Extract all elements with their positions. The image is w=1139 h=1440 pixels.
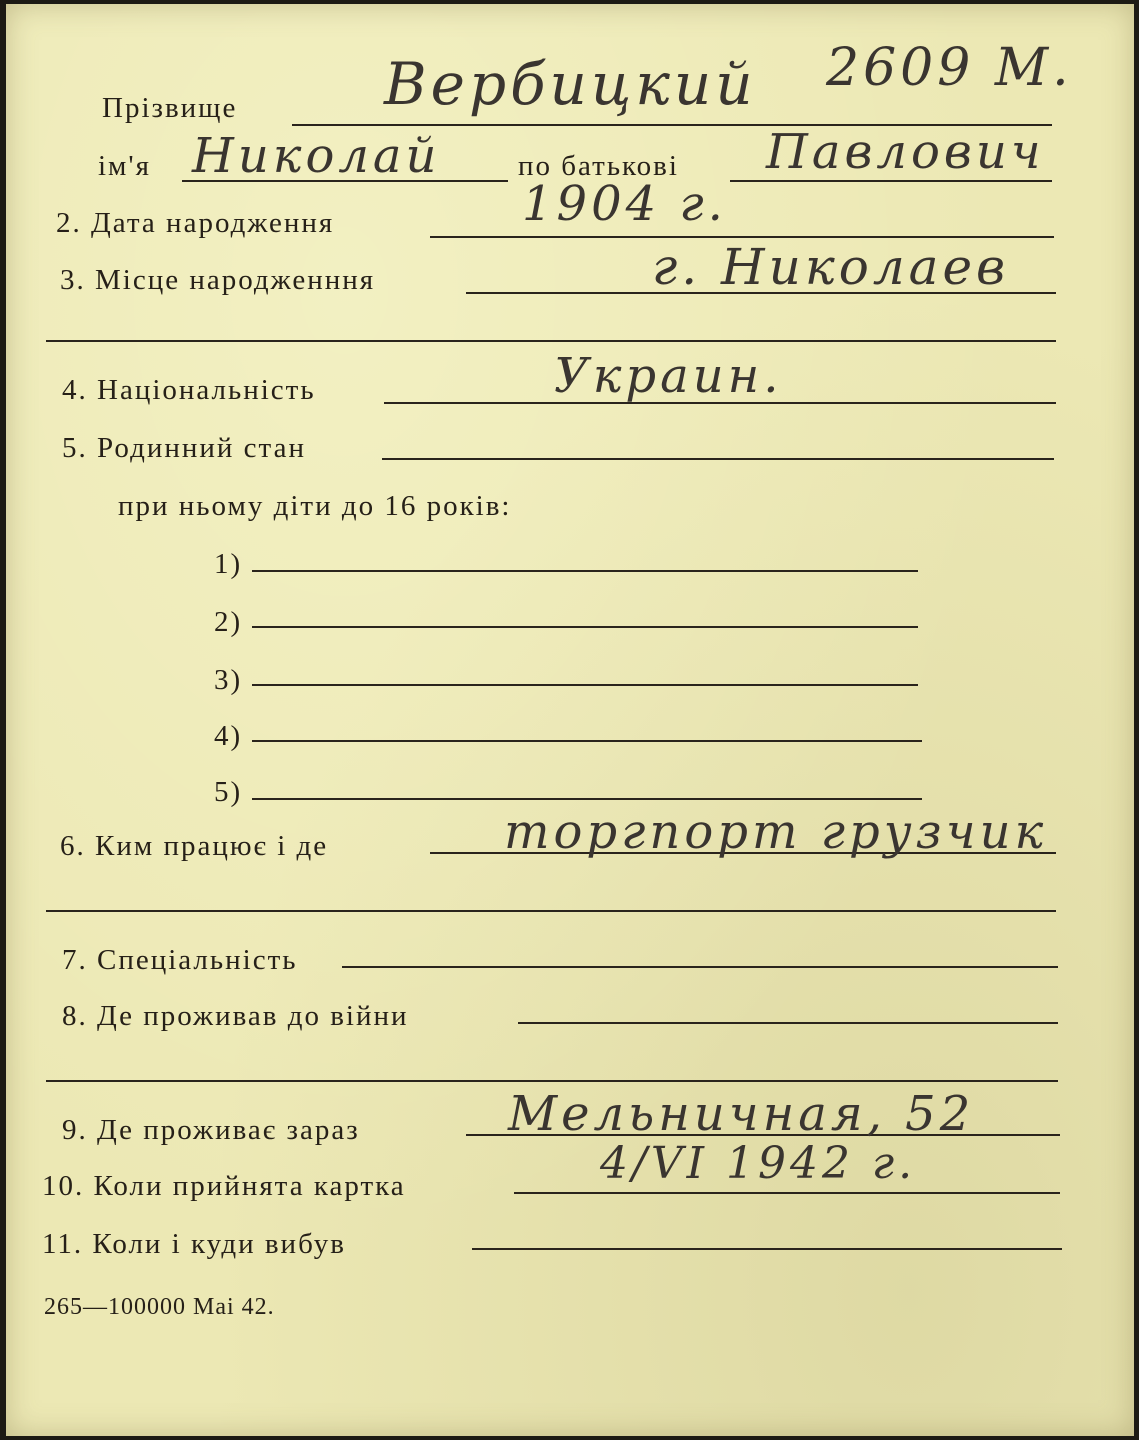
- name-value: Николай: [192, 128, 441, 184]
- child-1-line: [252, 570, 918, 572]
- child-1-label: 1): [214, 548, 243, 580]
- child-2-line: [252, 626, 918, 628]
- surname-label: Прізвище: [102, 92, 238, 124]
- registration-card: [6, 4, 1134, 1436]
- nationality-value: Украин.: [554, 348, 783, 404]
- print-run-footer: 265—100000 Mai 42.: [44, 1294, 275, 1320]
- birth-date-value: 1904 г.: [522, 176, 727, 232]
- surname-value: Вербицкий: [384, 50, 757, 118]
- patronymic-value: Павлович: [766, 124, 1045, 180]
- card-accepted-label: 10. Коли прийнята картка: [42, 1170, 406, 1202]
- card-accepted-line: [514, 1192, 1060, 1194]
- birth-date-label: 2. Дата народження: [56, 207, 335, 239]
- patronymic-label: по батькові: [518, 150, 679, 182]
- marital-status-line: [382, 458, 1054, 460]
- departure-label: 11. Коли і куди вибув: [42, 1228, 346, 1260]
- child-4-line: [252, 740, 922, 742]
- birth-place-line-2: [46, 340, 1056, 342]
- occupation-label: 6. Ким працює і де: [60, 830, 329, 862]
- child-3-line: [252, 684, 918, 686]
- nationality-label: 4. Національність: [62, 374, 316, 406]
- child-2-label: 2): [214, 606, 243, 638]
- card-accepted-value: 4/VI 1942 г.: [600, 1138, 917, 1189]
- current-residence-label: 9. Де проживає зараз: [62, 1114, 360, 1146]
- child-5-line: [252, 798, 922, 800]
- prewar-residence-line: [518, 1022, 1058, 1024]
- birth-place-label: 3. Місце народженння: [60, 264, 376, 296]
- departure-line: [472, 1248, 1062, 1250]
- occupation-line-2: [46, 910, 1056, 912]
- child-5-label: 5): [214, 776, 243, 808]
- prewar-residence-label: 8. Де проживав до війни: [62, 1000, 409, 1032]
- prewar-residence-line-2: [46, 1080, 1058, 1082]
- child-4-label: 4): [214, 720, 243, 752]
- children-heading: при ньому діти до 16 років:: [118, 490, 512, 522]
- patronymic-line: [730, 180, 1052, 182]
- card-number: 2609 M.: [826, 38, 1073, 98]
- child-3-label: 3): [214, 664, 243, 696]
- specialty-label: 7. Спеціальність: [62, 944, 298, 976]
- occupation-value: торгпорт грузчик: [504, 804, 1048, 860]
- specialty-line: [342, 966, 1058, 968]
- current-residence-value: Мельничная, 52: [508, 1086, 975, 1142]
- birth-place-value: г. Николаев: [652, 238, 1010, 296]
- name-label: ім'я: [98, 150, 151, 182]
- marital-status-label: 5. Родинний стан: [62, 432, 306, 464]
